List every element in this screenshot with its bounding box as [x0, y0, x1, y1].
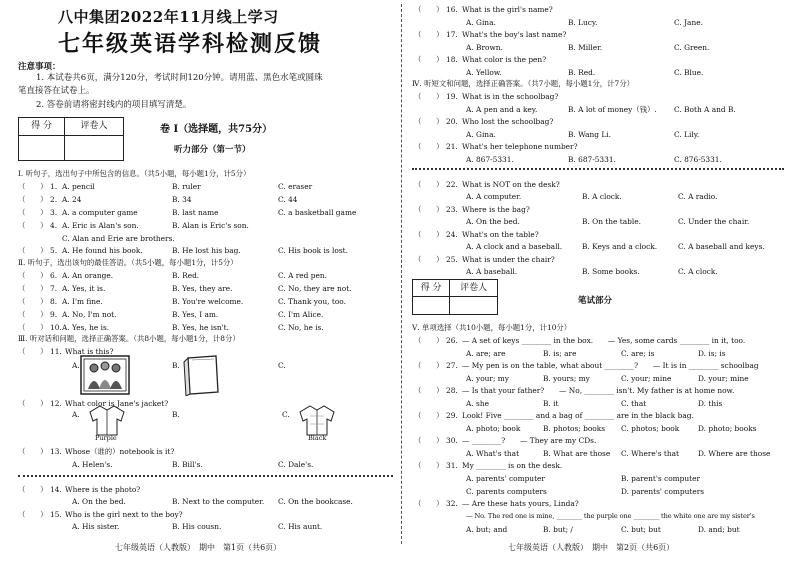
option-c: C. No, he is. [278, 323, 324, 332]
option-c: C. A red pen. [278, 271, 327, 280]
option-a: A. His sister. [72, 522, 120, 531]
answer-paren[interactable]: （ ） [414, 386, 444, 395]
option-b: B. Red. [172, 271, 200, 280]
question-number: 7. [50, 284, 58, 293]
option-c: C. but; but [621, 525, 661, 534]
option-c: C. your; mine [621, 374, 672, 383]
option-a: A. On the bed. [72, 497, 126, 506]
option-a: A. An orange. [62, 271, 114, 280]
question-number: 17. [446, 30, 458, 39]
option-d: D. photo; books [698, 424, 757, 433]
option-c: C. a basketball game [278, 208, 357, 217]
option-a: A. [72, 410, 80, 419]
option-a: A. pencil [62, 182, 95, 191]
answer-paren[interactable]: （ ） [414, 117, 444, 126]
purple-label: Purple [95, 434, 117, 442]
option-b: B. He lost his bag. [172, 246, 241, 255]
question-stem: What is this? [65, 347, 114, 356]
answer-paren[interactable]: （ ） [18, 221, 48, 230]
answer-paren[interactable]: （ ） [414, 30, 444, 39]
option-c: C. His aunt. [278, 522, 323, 531]
option-c: C. [278, 361, 286, 370]
question-number: 9. [50, 310, 58, 319]
question-stem: What color is Jane's jacket? [65, 399, 169, 408]
option-a: A. [72, 361, 80, 370]
option-b: B. A clock. [582, 192, 622, 201]
option-b: B. His cousn. [172, 522, 222, 531]
score-label: 得 分 [19, 118, 65, 136]
score-cell[interactable] [19, 136, 65, 161]
option-a: A. I'm fine. [62, 297, 103, 306]
option-b: B. Bill's. [172, 460, 203, 469]
answer-paren[interactable]: （ ） [18, 297, 48, 306]
question-stem: Who is the girl next to the boy? [65, 510, 183, 519]
family-photo-icon [80, 355, 130, 395]
question-number: 4. [50, 221, 58, 230]
question-stem: My ________ is on the desk. [462, 461, 563, 470]
question-number: 15. [50, 510, 62, 519]
question-number: 12. [50, 399, 62, 408]
option-c: C. that [621, 399, 647, 408]
question-number: 3. [50, 208, 58, 217]
option-b: B. You're welcome. [172, 297, 244, 306]
grader-cell[interactable] [65, 136, 124, 161]
option-c: C. Under the chair. [678, 217, 750, 226]
option-d: D. and; but [698, 525, 740, 534]
option-a: A. 24 [62, 195, 82, 204]
question-stem: Where is the photo? [65, 485, 141, 494]
option-c: C. I'm Alice. [278, 310, 324, 319]
notice-1b: 笔直接答在试卷上。 [18, 86, 95, 96]
option-c: C. A radio. [678, 192, 718, 201]
question-number: 29. [446, 411, 458, 420]
answer-paren[interactable]: （ ） [414, 411, 444, 420]
question-number: 23. [446, 205, 458, 214]
score-label: 得 分 [413, 280, 450, 297]
option-b: B. A lot of money（钱）. [568, 105, 657, 114]
answer-paren[interactable]: （ ） [414, 230, 444, 239]
question-stem: What's on the table? [462, 230, 539, 239]
option-a: A. a computer game [62, 208, 138, 217]
option-c: C. are; is [621, 349, 655, 358]
answer-paren[interactable]: （ ） [414, 436, 444, 445]
question-stem: — Is that your father? — No, ________ isn't. My father is at home now. [462, 386, 735, 395]
question-number: 13. [50, 447, 62, 456]
answer-paren[interactable]: （ ） [18, 399, 48, 408]
question-number: 22. [446, 180, 458, 189]
option-b: B. Wang Li. [568, 130, 611, 139]
option-c: C. On the bookcase. [278, 497, 353, 506]
option-c: C. A clock. [678, 267, 718, 276]
answer-paren[interactable]: （ ） [414, 180, 444, 189]
option-b: B. ruler [172, 182, 201, 191]
option-b: B. yours; my [543, 374, 590, 383]
question-number: 16. [446, 5, 458, 14]
question-number: 30. [446, 436, 458, 445]
option-a: A. A clock and a baseball. [466, 242, 563, 251]
question-number: 19. [446, 92, 458, 101]
answer-paren[interactable]: （ ） [414, 499, 444, 508]
question-number: 1. [50, 182, 58, 191]
option-b: B. Alan is Eric's son. [172, 221, 249, 230]
option-a: A. Yes, it is. [62, 284, 106, 293]
section-5: Ⅴ. 单项选择（共10小题，每小题1分，计10分） [412, 323, 572, 332]
answer-paren[interactable]: （ ） [18, 310, 48, 319]
answer-paren[interactable]: （ ） [18, 195, 48, 204]
section-3: Ⅲ. 听对话和问题，选择正确答案。（共8小题，每小题1分，计8分） [18, 334, 240, 343]
question-number: 2. [50, 195, 58, 204]
option-b: B. last name [172, 208, 219, 217]
option-a: A. On the bed. [466, 217, 520, 226]
option-d: D. is; is [698, 349, 726, 358]
question-stem: — ________? — They are my CDs. [462, 436, 597, 445]
section-1: Ⅰ. 听句子，选出句子中所包含的信息。（共5小题，每小题1分，计5分） [18, 169, 251, 178]
question-stem: What is the girl's name? [462, 5, 553, 14]
option-a: A. Yellow. [466, 68, 502, 77]
option-b: B. it [543, 399, 559, 408]
question-number: 28. [446, 386, 458, 395]
option-c: C. 876-5331. [674, 155, 722, 164]
grader-label: 评卷人 [65, 118, 124, 136]
option-a: A. No, I'm not. [62, 310, 117, 319]
option-c: C. Jane. [674, 18, 703, 27]
option-c: C. Lily. [674, 130, 700, 139]
question-number: 24. [446, 230, 458, 239]
jacket-icon [88, 404, 126, 436]
option-a: A. Eric is Alan's son. [62, 221, 139, 230]
answer-paren[interactable]: （ ） [18, 510, 48, 519]
notice-label: 注意事项： [18, 62, 61, 72]
option-a: A. Gina. [466, 130, 496, 139]
footer-left: 七年级英语（人教版） 期中 第1页（共6页） [115, 543, 282, 552]
option-c: C. [282, 410, 290, 419]
score-box-2 [412, 279, 498, 315]
school-line: 八中集团2022年11月线上学习 [58, 8, 279, 26]
question-number: 10. [50, 323, 62, 332]
option-a: A. 867-5331. [466, 155, 514, 164]
option-a: A. What's that [466, 449, 520, 458]
question-number: 18. [446, 55, 458, 64]
question-stem: What color is the pen? [462, 55, 547, 64]
option-b: B. On the table. [582, 217, 641, 226]
option-b: B. Miller. [568, 43, 603, 52]
written-title: 笔试部分 [578, 296, 613, 306]
option-a: A. but; and [466, 525, 508, 534]
question-number: 5. [50, 246, 58, 255]
option-c: C. Both A and B. [674, 105, 736, 114]
option-a: A. Brown. [466, 43, 503, 52]
question-stem: Whose（谁的）notebook is it? [65, 447, 175, 456]
option-b: B. Yes, I am. [172, 310, 219, 319]
option-b: B. Some books. [582, 267, 640, 276]
option-a: A. your; my [466, 374, 509, 383]
answer-paren[interactable]: （ ） [414, 5, 444, 14]
option-a: A. Helen's. [72, 460, 113, 469]
dotted-separator [412, 168, 784, 170]
jacket-icon [298, 404, 336, 436]
question-stem: Where is the bag? [462, 205, 530, 214]
question-stem: Look! Five ________ and a bag of ________ are in the black bag. [462, 411, 694, 420]
option-d: D. Where are those [698, 449, 771, 458]
question-stem: What's the boy's last name? [462, 30, 567, 39]
option-b: B. Yes, he isn't. [172, 323, 229, 332]
option-a: A. A baseball. [466, 267, 518, 276]
volume1-title: 卷 Ⅰ（选择题，共75分） [160, 124, 273, 135]
option-c: C. 44 [278, 195, 298, 204]
answer-paren[interactable]: （ ） [414, 336, 444, 345]
answer-paren[interactable]: （ ） [414, 205, 444, 214]
answer-paren[interactable]: （ ） [414, 255, 444, 264]
option-b: B. is; are [543, 349, 577, 358]
page-title: 七年级英语学科检测反馈 [58, 31, 323, 57]
option-c: C. His book is lost. [278, 246, 348, 255]
question-stem: Who lost the schoolbag? [462, 117, 554, 126]
option-c: C. Blue. [674, 68, 704, 77]
option-c: C. photos; book [621, 424, 680, 433]
answer-paren[interactable]: （ ） [18, 208, 48, 217]
option-c: C. Where's that [621, 449, 680, 458]
answer-paren[interactable]: （ ） [18, 485, 48, 494]
question-stem-2: — No. The red one is mine, ________ the purple one ________ the white one are my sister's [466, 512, 755, 520]
question-stem: — A set of keys ________ in the box. — Yes, some cards ________ in it, too. [462, 336, 746, 345]
notice-1: 1. 本试卷共6页，满分120分，考试时间120分钟。请用蓝、黑色水笔或圆珠 [36, 73, 323, 83]
option-c: C. Green. [674, 43, 710, 52]
page-divider [401, 4, 402, 544]
option-c: C. Alan and Erie are brothers. [62, 234, 175, 243]
question-stem: What is under the chair? [462, 255, 555, 264]
question-stem: What is in the schoolbag? [462, 92, 559, 101]
question-number: 20. [446, 117, 458, 126]
question-stem: What is NOT on the desk? [462, 180, 560, 189]
option-a: A. parents' computer [466, 474, 545, 483]
answer-paren[interactable]: （ ） [18, 182, 48, 191]
option-a: A. Yes, he is. [62, 323, 110, 332]
answer-paren[interactable]: （ ） [414, 461, 444, 470]
listening-title: 听力部分（第一节） [174, 145, 251, 155]
section-2: Ⅱ. 听句子，选出该句的最佳答语。（共5小题，每小题1分，计5分） [18, 258, 238, 267]
score-box [18, 117, 124, 161]
answer-paren[interactable]: （ ） [414, 55, 444, 64]
option-c: C. eraser [278, 182, 313, 191]
option-a: A. A pen and a key. [466, 105, 538, 114]
option-b: B. Red. [568, 68, 596, 77]
answer-paren[interactable]: （ ） [414, 361, 444, 370]
question-number: 14. [50, 485, 62, 494]
footer-right: 七年级英语（人教版） 期中 第2页（共6页） [508, 543, 675, 552]
option-a: A. Gina. [466, 18, 496, 27]
question-stem: — Are these hats yours, Linda? [462, 499, 579, 508]
option-b: B. photos; books [543, 424, 606, 433]
answer-paren[interactable]: （ ） [18, 447, 48, 456]
option-b: B. [172, 361, 180, 370]
answer-paren[interactable]: （ ） [18, 323, 48, 332]
answer-paren[interactable]: （ ） [18, 284, 48, 293]
option-c: C. Thank you, too. [278, 297, 346, 306]
question-number: 6. [50, 271, 58, 280]
option-c: C. A baseball and keys. [678, 242, 765, 251]
question-stem: — My pen is on the table, what about ________? — It is in ________ schoolbag [462, 361, 759, 370]
answer-paren[interactable]: （ ） [18, 271, 48, 280]
answer-paren[interactable]: （ ） [414, 92, 444, 101]
option-b: B. Lucy. [568, 18, 598, 27]
grader-label: 评卷人 [450, 280, 498, 297]
option-a: A. photo; book [466, 424, 521, 433]
option-b: B. Next to the computer. [172, 497, 265, 506]
notice-2: 2. 答卷前请将密封线内的项目填写清楚。 [36, 100, 192, 110]
option-b: B. [172, 410, 180, 419]
option-b: B. Keys and a clock. [582, 242, 658, 251]
answer-paren[interactable]: （ ） [414, 142, 444, 151]
option-b: B. 687-5331. [568, 155, 616, 164]
option-b: B. 34 [172, 195, 192, 204]
option-d: D. parents' computers [621, 487, 705, 496]
option-c: C. parents computers [466, 487, 547, 496]
score-cell[interactable] [413, 297, 450, 315]
question-stem: What's her telephone number? [462, 142, 578, 151]
option-b: B. parent's computer [621, 474, 701, 483]
question-number: 31. [446, 461, 458, 470]
question-number: 26. [446, 336, 458, 345]
option-c: C. Dale's. [278, 460, 314, 469]
option-b: B. What are those [543, 449, 611, 458]
answer-paren[interactable]: （ ） [18, 347, 48, 356]
option-d: D. this [698, 399, 723, 408]
option-c: C. No, they are not. [278, 284, 352, 293]
dotted-separator [18, 475, 393, 477]
option-a: A. He found his book. [62, 246, 143, 255]
question-number: 21. [446, 142, 458, 151]
answer-paren[interactable]: （ ） [18, 246, 48, 255]
question-number: 25. [446, 255, 458, 264]
option-b: B. Yes, they are. [172, 284, 233, 293]
grader-cell[interactable] [450, 297, 498, 315]
question-number: 27. [446, 361, 458, 370]
black-label: Black [308, 434, 327, 442]
question-number: 32. [446, 499, 458, 508]
option-a: A. are; are [466, 349, 506, 358]
section-4: Ⅳ. 听短文和问题，选择正确答案。（共7小题，每小题1分，计7分） [412, 79, 635, 88]
option-a: A. she [466, 399, 489, 408]
question-number: 11. [50, 347, 62, 356]
question-number: 8. [50, 297, 58, 306]
option-b: B. but; / [543, 525, 573, 534]
notebook-icon [180, 354, 226, 396]
option-a: A. A computer. [466, 192, 522, 201]
option-d: D. your; mine [698, 374, 749, 383]
